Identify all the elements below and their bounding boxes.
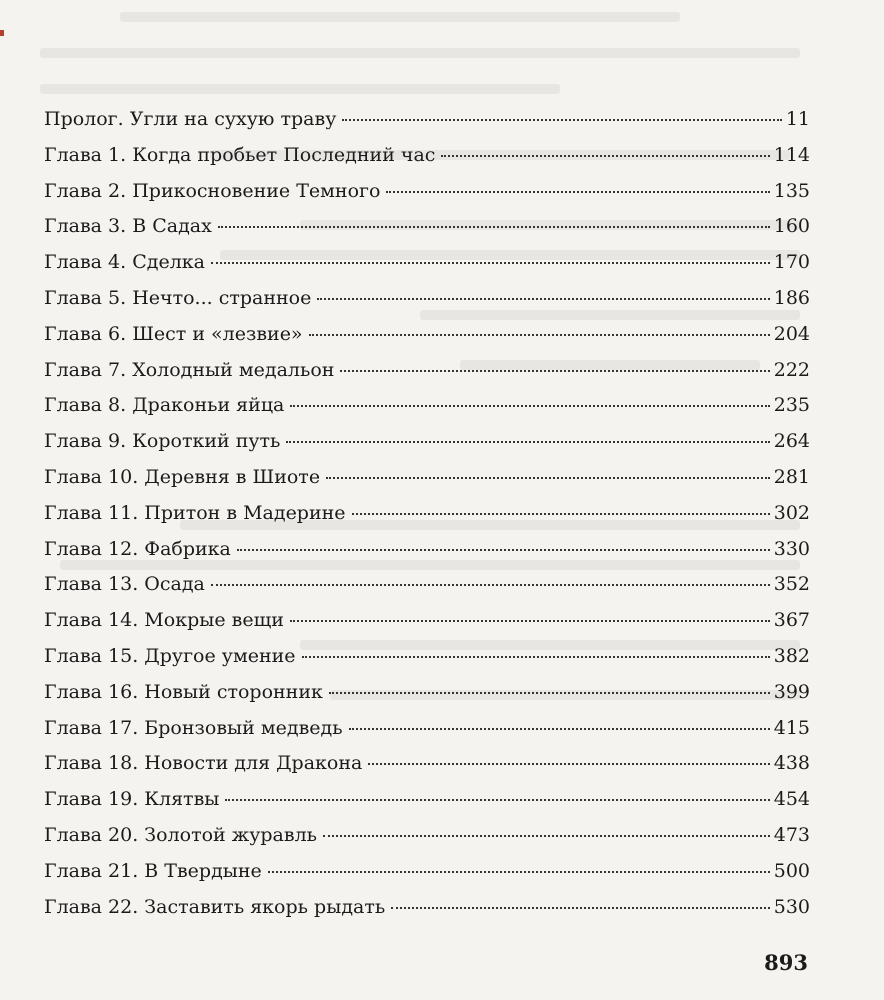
toc-entry-title: Глава 15. Другое умение [44, 644, 296, 667]
toc-leader-dots [302, 656, 770, 658]
toc-entry-page: 330 [773, 537, 810, 560]
toc-entry [44, 392, 810, 428]
toc-entry [44, 285, 810, 321]
toc-leader-dots [329, 692, 770, 694]
toc-leader-dots [317, 298, 769, 300]
toc-entry-title: Глава 21. В Твердыне [44, 859, 262, 882]
toc-entry-title: Глава 4. Сделка [44, 251, 205, 274]
toc-entry [44, 213, 810, 249]
toc-entry-title: Глава 3. В Садах [44, 215, 212, 238]
toc-entry-page: 222 [773, 358, 810, 381]
toc-entry-title: Глава 22. Заставить якорь рыдать [44, 895, 386, 918]
toc-leader-dots [211, 262, 770, 264]
toc-entry-page: 160 [773, 215, 810, 238]
toc-entry [44, 607, 810, 643]
page-number: 893 [764, 950, 808, 975]
toc-entry-title: Глава 12. Фабрика [44, 537, 231, 560]
toc-entry-page: 399 [773, 680, 810, 703]
toc-entry [44, 536, 810, 572]
toc-entry [44, 715, 810, 751]
toc-entry-title: Глава 20. Золотой журавль [44, 823, 317, 846]
toc-entry-title: Глава 18. Новости для Дракона [44, 752, 363, 775]
toc-entry [44, 858, 810, 894]
toc-entry [44, 750, 810, 786]
toc-entry-page: 500 [773, 859, 810, 882]
toc-entry [44, 249, 810, 285]
toc-entry-title: Пролог. Угли на сухую траву [44, 108, 337, 130]
toc-entry-page: 186 [773, 286, 810, 309]
toc-entry [44, 786, 810, 822]
toc-entry [44, 178, 810, 214]
toc-entry [44, 822, 810, 858]
toc-entry-title: Глава 14. Мокрые вещи [44, 609, 284, 632]
toc-entry-page: 473 [773, 823, 810, 846]
page-edge-mark [0, 30, 4, 36]
toc-entry-title: Глава 10. Деревня в Шиоте [44, 465, 321, 488]
toc-entry-page: 170 [773, 251, 810, 274]
toc-entry [44, 357, 810, 393]
toc-entry-page: 302 [773, 501, 810, 524]
toc-entry-title: Глава 1. Когда пробьет Последний час [44, 143, 436, 166]
toc-entry-page: 264 [773, 430, 810, 453]
toc-leader-dots [225, 799, 769, 801]
toc-leader-dots [391, 907, 770, 909]
toc-entry-title: Глава 8. Драконьи яйца [44, 394, 285, 417]
toc-leader-dots [441, 155, 769, 157]
toc-leader-dots [349, 728, 770, 730]
toc-leader-dots [342, 119, 781, 121]
toc-entry-title: Глава 9. Короткий путь [44, 430, 281, 453]
toc-entry-title: Глава 2. Прикосновение Темного [44, 179, 381, 202]
toc-entry-page: 352 [773, 573, 810, 596]
toc-leader-dots [237, 549, 770, 551]
toc-entry-page: 281 [773, 465, 810, 488]
toc-leader-dots [290, 620, 770, 622]
toc-entry [44, 894, 810, 930]
toc-leader-dots [309, 334, 770, 336]
toc-entry-page: 204 [773, 322, 810, 345]
toc-entry [44, 428, 810, 464]
toc-entry-page: 530 [773, 895, 810, 918]
toc-entry [44, 464, 810, 500]
toc-entry-page: 135 [773, 179, 810, 202]
toc-entry-title: Глава 16. Новый сторонник [44, 680, 323, 703]
toc-entry-page: 454 [773, 788, 810, 811]
table-of-contents [44, 106, 810, 929]
toc-entry-page: 438 [773, 752, 810, 775]
toc-leader-dots [340, 370, 769, 372]
toc-leader-dots [323, 835, 770, 837]
toc-entry [44, 142, 810, 178]
toc-entry-title: Глава 7. Холодный медальон [44, 358, 335, 381]
toc-entry [44, 643, 810, 679]
toc-leader-dots [218, 226, 770, 228]
toc-leader-dots [290, 405, 769, 407]
toc-leader-dots [368, 763, 769, 765]
toc-entry-page: 367 [773, 609, 810, 632]
toc-entry [44, 679, 810, 715]
toc-leader-dots [286, 441, 769, 443]
toc-entry-page: 415 [773, 716, 810, 739]
toc-entry-page: 235 [773, 394, 810, 417]
toc-leader-dots [386, 191, 769, 193]
toc-entry-page: 382 [773, 644, 810, 667]
toc-entry-title: Глава 17. Бронзовый медведь [44, 716, 343, 739]
toc-entry [44, 106, 810, 142]
toc-entry-page: 11 [785, 108, 810, 130]
toc-entry-title: Глава 13. Осада [44, 573, 205, 596]
toc-entry [44, 321, 810, 357]
toc-entry-title: Глава 6. Шест и «лезвие» [44, 322, 303, 345]
toc-entry-title: Глава 11. Притон в Мадерине [44, 501, 346, 524]
toc-leader-dots [211, 584, 770, 586]
toc-leader-dots [326, 477, 770, 479]
toc-entry-title: Глава 19. Клятвы [44, 788, 220, 811]
toc-leader-dots [352, 513, 770, 515]
toc-entry [44, 500, 810, 536]
toc-entry-title: Глава 5. Нечто... странное [44, 286, 312, 309]
toc-entry [44, 571, 810, 607]
toc-entry-page: 114 [773, 143, 810, 166]
toc-leader-dots [268, 871, 770, 873]
